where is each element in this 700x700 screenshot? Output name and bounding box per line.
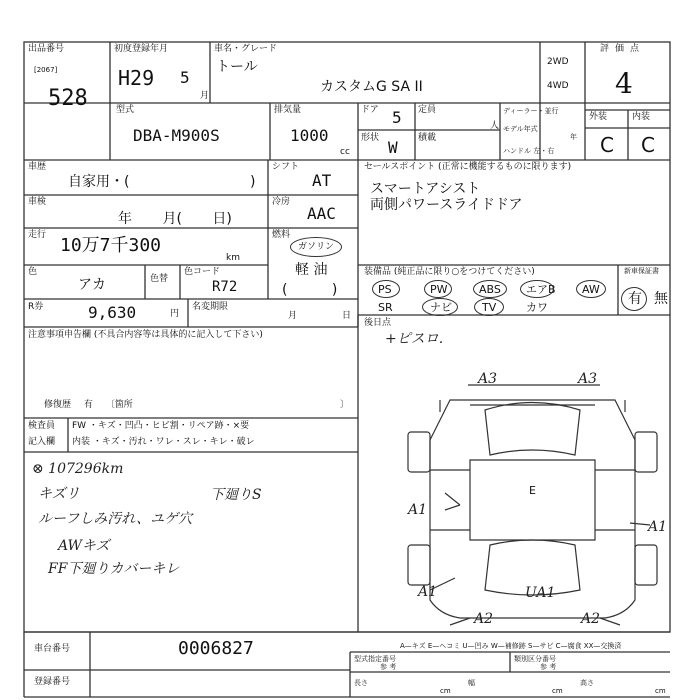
exterior-grade: C bbox=[600, 133, 614, 157]
interior-label: 内装 bbox=[632, 112, 651, 122]
legend-cm-3: cm bbox=[655, 687, 666, 695]
equip-abs: ABS bbox=[479, 283, 501, 296]
notes-label: 注意事項申告欄 (不具合内容等は具体的に記入して下さい) bbox=[28, 330, 263, 340]
remark-1: ⊗ 107296km bbox=[32, 461, 124, 477]
fuel-petrol: ガソリン bbox=[298, 242, 335, 252]
lot-number: 528 bbox=[48, 86, 88, 111]
registration-label: 登録番号 bbox=[34, 677, 71, 687]
fuel-label: 燃料 bbox=[272, 230, 291, 240]
first-reg-month-unit: 月 bbox=[200, 91, 210, 101]
legend-width: 幅 bbox=[468, 679, 475, 687]
score-label: 評価点 bbox=[600, 44, 646, 54]
warranty-circle bbox=[621, 287, 647, 311]
exterior-label: 外装 bbox=[589, 112, 608, 122]
legend-length: 長さ bbox=[354, 679, 368, 687]
capacity-unit: 人 bbox=[490, 121, 500, 131]
circle-aw bbox=[576, 280, 606, 298]
legend-cm-1: cm bbox=[440, 687, 451, 695]
displacement-unit: cc bbox=[340, 147, 350, 157]
color-code: R72 bbox=[212, 279, 238, 295]
capacity-label: 定員 bbox=[418, 105, 437, 115]
mark-a1-left: A1 bbox=[408, 502, 428, 518]
lot-sub-id: [2067] bbox=[34, 66, 58, 74]
inspection-value: 年 月( 日) bbox=[118, 211, 232, 227]
drive-2wd: 2WD bbox=[547, 57, 569, 67]
year-unit: 年 bbox=[570, 133, 577, 141]
chassis-label: 車台番号 bbox=[34, 644, 71, 654]
name-change-label: 名変期限 bbox=[192, 302, 229, 312]
legend-class-label: 類別区分番号 bbox=[514, 655, 556, 663]
recycle-value: 9,630 bbox=[88, 303, 137, 322]
mileage-unit: km bbox=[226, 253, 240, 263]
equip-leather: カワ bbox=[526, 301, 548, 314]
sales-point-1: スマートアシスト bbox=[370, 181, 481, 197]
equip-navi: ナビ bbox=[430, 301, 452, 314]
remark-3: ルーフしみ汚れ、ユゲ穴 bbox=[38, 511, 193, 527]
dealer-label: ディーラー・並行 bbox=[503, 107, 559, 115]
rear-seat-label: 後日点 bbox=[364, 318, 392, 328]
first-reg-month: 5 bbox=[180, 68, 190, 87]
equip-aw: AW bbox=[582, 283, 600, 296]
ac-value: AAC bbox=[307, 204, 336, 223]
mark-a1-right: A1 bbox=[648, 519, 668, 535]
displacement-value: 1000 bbox=[290, 126, 329, 145]
circle-abs bbox=[473, 280, 507, 298]
score-value: 4 bbox=[615, 67, 633, 100]
model-label: 型式 bbox=[116, 105, 135, 115]
fuel-circle bbox=[290, 237, 342, 257]
legend-codes: A—キズ E—ヘコミ U—凹み W—補修跡 S—サビ C—腐食 XX—交換済 bbox=[400, 642, 622, 650]
chassis-value: 0006827 bbox=[178, 638, 254, 659]
recycle-label: R券 bbox=[28, 302, 44, 312]
load-label: 積載 bbox=[418, 133, 437, 143]
usage-close: ) bbox=[250, 174, 256, 190]
mark-a2-right: A2 bbox=[581, 611, 601, 627]
mark-a2-left: A2 bbox=[474, 611, 494, 627]
equip-sr: SR bbox=[378, 301, 393, 314]
equip-airbag: エアB bbox=[526, 283, 556, 296]
usage-value: 自家用・( bbox=[68, 174, 130, 190]
body-type-label: 形状 bbox=[361, 133, 380, 143]
fuel-paren: ( ) bbox=[282, 282, 338, 298]
sales-points-label: セールスポイント (正常に機能するものに限ります) bbox=[364, 162, 572, 172]
mark-a1-lower: A1 bbox=[418, 584, 438, 600]
equipment-label: 装備品 (純正品に限り○をつけてください) bbox=[364, 267, 535, 277]
legend-ref-2: 参 考 bbox=[540, 663, 557, 671]
first-reg-year: H29 bbox=[118, 66, 155, 90]
remark-5: FF下廻りカバーキレ bbox=[48, 561, 180, 577]
repair-close: 〕 bbox=[340, 400, 350, 410]
inspector-row-2: 内装 ・キズ・汚れ・ワレ・スレ・キレ・破レ bbox=[72, 437, 255, 447]
fuel-diesel: 軽 油 bbox=[295, 262, 328, 278]
car-grade: カスタムG SA II bbox=[320, 79, 423, 95]
circle-navi bbox=[422, 298, 458, 316]
color-label: 色 bbox=[28, 267, 38, 277]
shift-label: シフト bbox=[272, 162, 300, 172]
mark-a3-left: A3 bbox=[478, 371, 498, 387]
body-type-value: W bbox=[388, 138, 398, 157]
equip-pw: PW bbox=[430, 283, 448, 296]
inspection-label: 車検 bbox=[28, 197, 47, 207]
circle-tv bbox=[474, 298, 504, 316]
lot-label: 出品番号 bbox=[28, 44, 65, 54]
legend-cm-2: cm bbox=[552, 687, 563, 695]
color-value: アカ bbox=[78, 277, 106, 293]
color-code-label: 色コード bbox=[184, 267, 221, 277]
interior-grade: C bbox=[641, 133, 655, 157]
warranty-yes: 有 bbox=[628, 291, 642, 307]
circle-pw bbox=[424, 280, 452, 298]
car-name: トール bbox=[216, 59, 258, 75]
shift-value: AT bbox=[312, 171, 332, 190]
ac-label: 冷房 bbox=[272, 197, 291, 207]
circle-ps bbox=[372, 280, 400, 298]
legend-ref-1: 参 考 bbox=[380, 663, 397, 671]
name-change-month: 月 bbox=[288, 311, 298, 321]
usage-label: 車歴 bbox=[28, 162, 47, 172]
first-reg-label: 初度登録年月 bbox=[114, 44, 169, 54]
equipment-row2 bbox=[368, 300, 618, 316]
mark-ua1: UA1 bbox=[525, 585, 556, 601]
equipment-row1 bbox=[368, 282, 618, 298]
mark-a3-right: A3 bbox=[578, 371, 598, 387]
inspector-label-2: 記入欄 bbox=[28, 437, 56, 447]
handle-label: ハンドル 左・右 bbox=[503, 147, 555, 155]
model-year-label: モデル年式 bbox=[503, 125, 538, 133]
equip-ps: PS bbox=[378, 283, 392, 296]
rear-seat-note: +ピスロ. bbox=[385, 331, 444, 347]
inspector-label-1: 検査員 bbox=[28, 421, 56, 431]
doors-label: ドア bbox=[361, 105, 379, 115]
warranty-label: 新車保証書 bbox=[624, 267, 659, 275]
legend-eval-label: 型式指定番号 bbox=[354, 655, 396, 663]
color-tone-label: 色替 bbox=[150, 274, 169, 284]
remark-2: キズリ bbox=[38, 486, 80, 502]
recycle-unit: 円 bbox=[170, 309, 180, 319]
name-change-day: 日 bbox=[342, 311, 352, 321]
remark-4: AWキズ bbox=[58, 538, 110, 554]
remark-right: 下廻りS bbox=[210, 487, 262, 503]
warranty-no: 無 bbox=[654, 291, 668, 307]
model-value: DBA-M900S bbox=[133, 126, 220, 145]
mileage-label: 走行 bbox=[28, 230, 47, 240]
legend-height: 高さ bbox=[580, 679, 594, 687]
mileage-value: 10万7千300 bbox=[60, 235, 162, 256]
repair-history: 修復歴 有 〔箇所 bbox=[44, 400, 133, 410]
mark-e: E bbox=[529, 484, 536, 497]
doors-value: 5 bbox=[392, 108, 402, 127]
inspector-row-1: FW ・キズ・凹凸・ヒビ割・リペア跡・×要 bbox=[72, 421, 250, 431]
drive-4wd: 4WD bbox=[547, 81, 569, 91]
sales-point-2: 両側パワースライドドア bbox=[370, 197, 523, 213]
circle-airbag bbox=[520, 280, 554, 298]
equip-tv: TV bbox=[482, 301, 497, 314]
car-name-label: 車名・グレード bbox=[214, 44, 278, 54]
displacement-label: 排気量 bbox=[274, 105, 302, 115]
